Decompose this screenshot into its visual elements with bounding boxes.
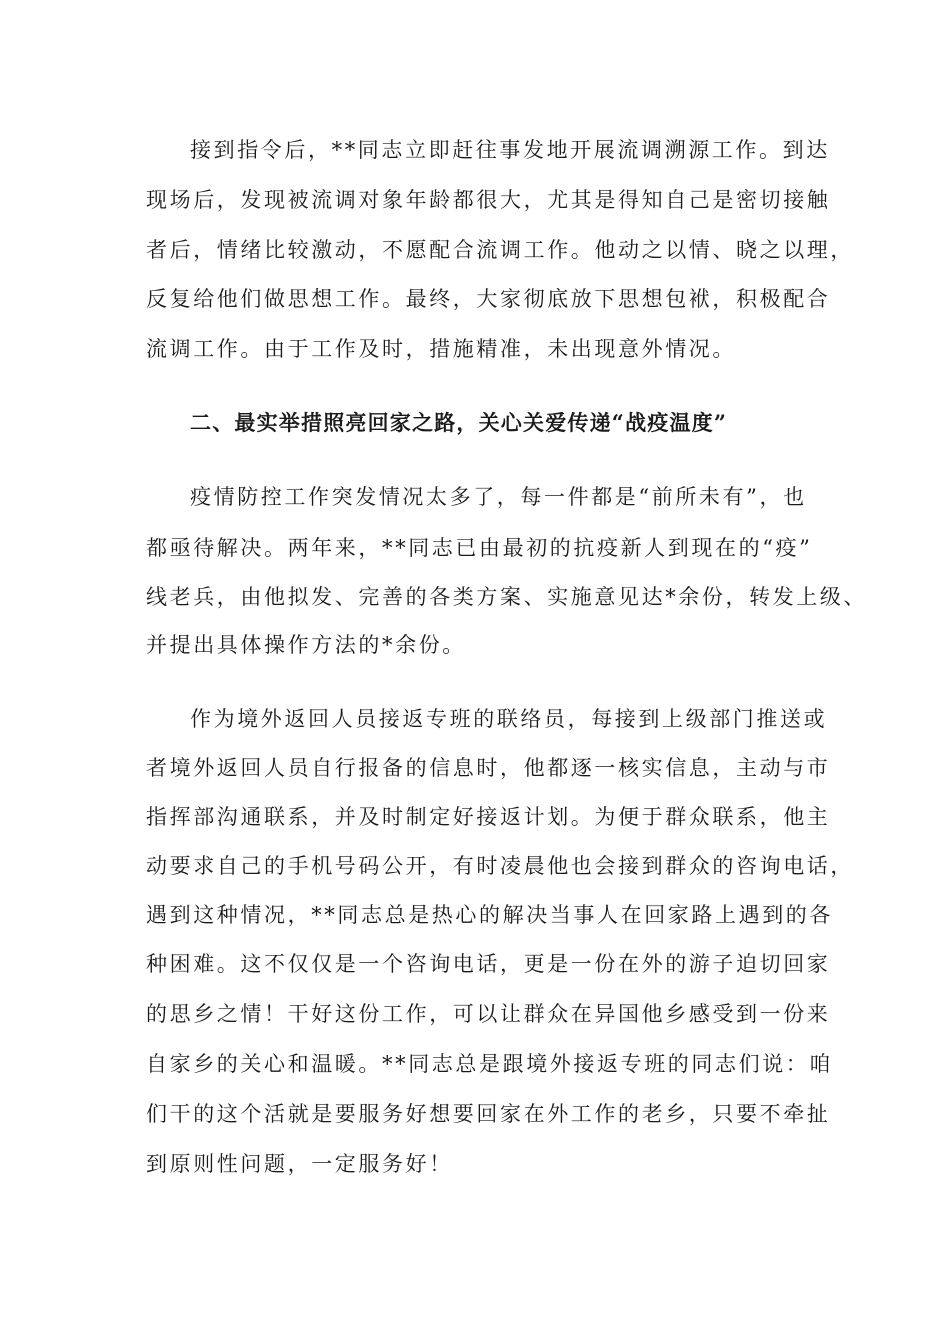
paragraph-2-line-3: 线老兵，由他拟发、完善的各类方案、实施意见达*余份，转发上级、	[146, 585, 868, 609]
paragraph-1-line-2: 现场后，发现被流调对象年龄都很大，尤其是得知自己是密切接触	[146, 188, 831, 212]
paragraph-1-line-1: 接到指令后，**同志立即赶往事发地开展流调溯源工作。到达	[190, 138, 830, 162]
paragraph-3-line-4: 动要求自己的手机号码公开，有时凌晨他也会接到群众的咨询电话，	[146, 854, 854, 878]
paragraph-3-line-6: 种困难。这不仅仅是一个咨询电话，更是一份在外的游子迫切回家	[146, 952, 831, 976]
paragraph-3-line-10: 到原则性问题，一定服务好！	[146, 1152, 453, 1176]
paragraph-1-line-3: 者后，情绪比较激动，不愿配合流调工作。他动之以情、晓之以理，	[146, 238, 854, 262]
paragraph-1-line-5: 流调工作。由于工作及时，措施精准，未出现意外情况。	[146, 337, 736, 361]
paragraph-3-line-8: 自家乡的关心和温暖。**同志总是跟境外接返专班的同志们说：咱	[146, 1052, 833, 1076]
paragraph-1-line-4: 反复给他们做思想工作。最终，大家彻底放下思想包袱，积极配合	[146, 287, 831, 311]
paragraph-3-line-3: 指挥部沟通联系，并及时制定好接返计划。为便于群众联系，他主	[146, 805, 831, 829]
paragraph-2-line-4: 并提出具体操作方法的*余份。	[146, 633, 466, 657]
paragraph-3-line-9: 们干的这个活就是要服务好想要回家在外工作的老乡，只要不牵扯	[146, 1102, 831, 1126]
paragraph-3-line-2: 者境外返回人员自行报备的信息时，他都逐一核实信息，主动与市	[146, 756, 831, 780]
paragraph-3-line-5: 遇到这种情况，**同志总是热心的解决当事人在回家路上遇到的各	[146, 903, 833, 927]
paragraph-3-line-7: 的思乡之情！干好这份工作，可以让群众在异国他乡感受到一份来	[146, 1002, 831, 1026]
paragraph-2-line-1: 疫情防控工作突发情况太多了，每一件都是“前所未有”，也	[190, 485, 807, 509]
paragraph-2-line-2: 都亟待解决。两年来，**同志已由最初的抗疫新人到现在的“疫”	[146, 536, 813, 560]
paragraph-3-line-1: 作为境外返回人员接返专班的联络员，每接到上级部门推送或	[190, 707, 828, 731]
section-heading-2: 二、最实举措照亮回家之路，关心关爱传递“战疫温度”	[190, 410, 728, 435]
